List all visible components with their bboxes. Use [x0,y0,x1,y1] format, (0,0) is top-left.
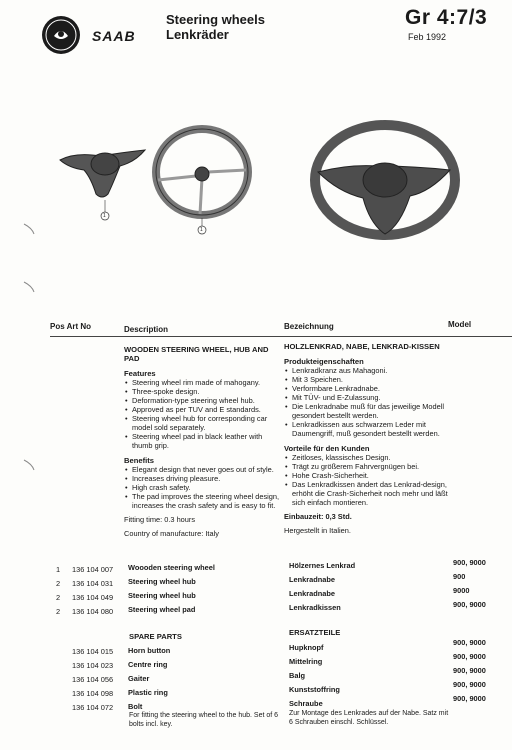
features-list-en [124,378,280,450]
col-pos-art: Pos Art No [50,322,92,331]
features-list-de [284,366,449,438]
spare-art-no: 136 104 072 [72,703,114,712]
part-desc-de: Lenkradkissen [289,603,341,612]
part-desc-en: Woooden steering wheel [128,563,215,572]
country-en: Country of manufacture: Italy [124,529,219,538]
header-rule [50,336,512,337]
feature-item: • Lenkradkissen aus schwarzem Leder mit Daumengriff, muß gesondert bestellt werden. [292,420,449,438]
feature-item: • Die Lenkradnabe muß für das jeweilige Modell gesondert bestellt werden. [292,402,449,420]
feature-item: • Approved as per TUV and E standards. [132,405,280,414]
col-description: Description [124,325,169,334]
part-pos: 1 [56,565,61,574]
part-pos: 2 [56,593,61,602]
benefit-item: • Increases driving pleasure. [132,474,280,483]
spare-parts-title-de: ERSATZTEILE [289,628,341,637]
heading-de: HOLZLENKRAD, NABE, LENKRAD-KISSEN [284,342,440,351]
group-number: Gr 4:7/3 [405,6,488,29]
title-de: Lenkräder [166,27,229,42]
title-en: Steering wheels [166,12,265,27]
benefit-item: • High crash safety. [132,483,280,492]
features-title-de: Produkteigenschaften [284,357,364,366]
part-desc-de: Lenkradnabe [289,589,336,598]
spare-desc-de: Kunststoffring [289,685,340,694]
part-model: 900, 9000 [453,600,486,609]
part-model: 900, 9000 [453,558,486,567]
spare-art-no: 136 104 015 [72,647,114,656]
benefit-item: • The pad improves the steering wheel design, increases the crash safety and is easy to fit. [132,492,280,510]
part-art-no: 136 104 080 [72,607,114,616]
part-desc-en: Steering wheel hub [128,577,196,586]
part-pos: 2 [56,579,61,588]
part-model: 900 [453,572,466,581]
issue-date: Feb 1992 [408,32,447,42]
spare-model: 900, 9000 [453,666,486,675]
spare-model: 900, 9000 [453,652,486,661]
feature-item: • Lenkradkranz aus Mahagoni. [292,366,449,375]
feature-item: • Three-spoke design. [132,387,280,396]
features-title-en: Features [124,369,156,378]
steering-wheel-pad-image [60,150,145,197]
benefit-item: • Das Lenkradkissen ändert das Lenkrad-design, erhöht die Crash-Sicherheit noch mehr und läßt sich einfach montieren. [292,480,449,507]
feature-item: • Steering wheel pad in black leather with thumb grip. [132,432,280,450]
part-art-no: 136 104 049 [72,593,114,602]
part-art-no: 136 104 007 [72,565,114,574]
heading-en: WOODEN STEERING WHEEL, HUB AND PAD [124,345,269,363]
binder-hole [22,280,36,294]
feature-item: • Verformbare Lenkradnabe. [292,384,449,393]
spare-desc-en: Gaiter [128,674,150,683]
product-images [50,100,495,250]
assembled-steering-wheel-image [315,125,455,235]
benefits-list-de [284,453,449,507]
spare-desc-en: Plastic ring [128,688,168,697]
feature-item: • Deformation-type steering wheel hub. [132,396,280,405]
spare-model: 900, 9000 [453,694,486,703]
spare-desc-en: Centre ring [128,660,168,669]
benefit-item: • Hohe Crash-Sicherheit. [292,471,449,480]
feature-item: • Steering wheel rim made of mahogany. [132,378,280,387]
spare-desc-de: Hupknopf [289,643,324,652]
part-art-no: 136 104 031 [72,579,114,588]
part-desc-de: Hölzernes Lenkrad [289,561,356,570]
spare-desc-en: Bolt [128,702,143,711]
spare-desc-en: Horn button [128,646,171,655]
spare-model: 900, 9000 [453,680,486,689]
part-desc-en: Steering wheel hub [128,591,196,600]
benefit-item: • Zeitloses, klassisches Design. [292,453,449,462]
binder-hole [22,222,36,236]
benefit-item: • Elegant design that never goes out of style. [132,465,280,474]
spare-desc-de: Mittelring [289,657,323,666]
fitting-time-en: Fitting time: 0.3 hours [124,515,196,524]
spare-art-no: 136 104 056 [72,675,114,684]
part-model: 9000 [453,586,470,595]
spare-parts-title-en: SPARE PARTS [129,632,182,641]
feature-item: • Steering wheel hub for corresponding car model sold separately. [132,414,280,432]
feature-item: • Mit 3 Speichen. [292,375,449,384]
description-en [124,345,280,538]
col-bezeichnung: Bezeichnung [284,322,334,331]
callout-wheel: 1 [200,227,203,233]
benefit-item: • Trägt zu größerem Fahrvergnügen bei. [292,462,449,471]
benefits-title-en: Benefits [124,456,154,465]
spare-desc-de: Schraube [289,699,323,708]
spare-model: 900, 9000 [453,638,486,647]
part-desc-de: Lenkradnabe [289,575,336,584]
callout-pad: 1 [103,213,106,219]
spare-art-no: 136 104 098 [72,689,114,698]
description-de [284,342,449,535]
benefits-title-de: Vorteile für den Kunden [284,444,370,453]
feature-item: • Mit TÜV- und E-Zulassung. [292,393,449,402]
page-title [166,12,265,42]
spare-desc-de: Balg [289,671,306,680]
binder-hole [22,458,36,472]
part-desc-en: Steering wheel pad [128,605,196,614]
benefits-list-en [124,465,280,510]
part-pos: 2 [56,607,61,616]
fitting-time-de: Einbauzeit: 0,3 Std. [284,512,352,521]
country-de: Hergestellt in Italien. [284,526,351,535]
wooden-steering-wheel-image [156,129,248,215]
bolt-note-en: For fitting the steering wheel to the hub. Set of 6 bolts incl. key. [129,712,279,728]
col-model: Model [448,320,472,329]
brand-name: SAAB [92,28,136,44]
spare-art-no: 136 104 023 [72,661,114,670]
bolt-note-de: Zur Montage des Lenkrades auf der Nabe. Satz mit 6 Schrauben einschl. Schlüssel. [289,710,449,726]
